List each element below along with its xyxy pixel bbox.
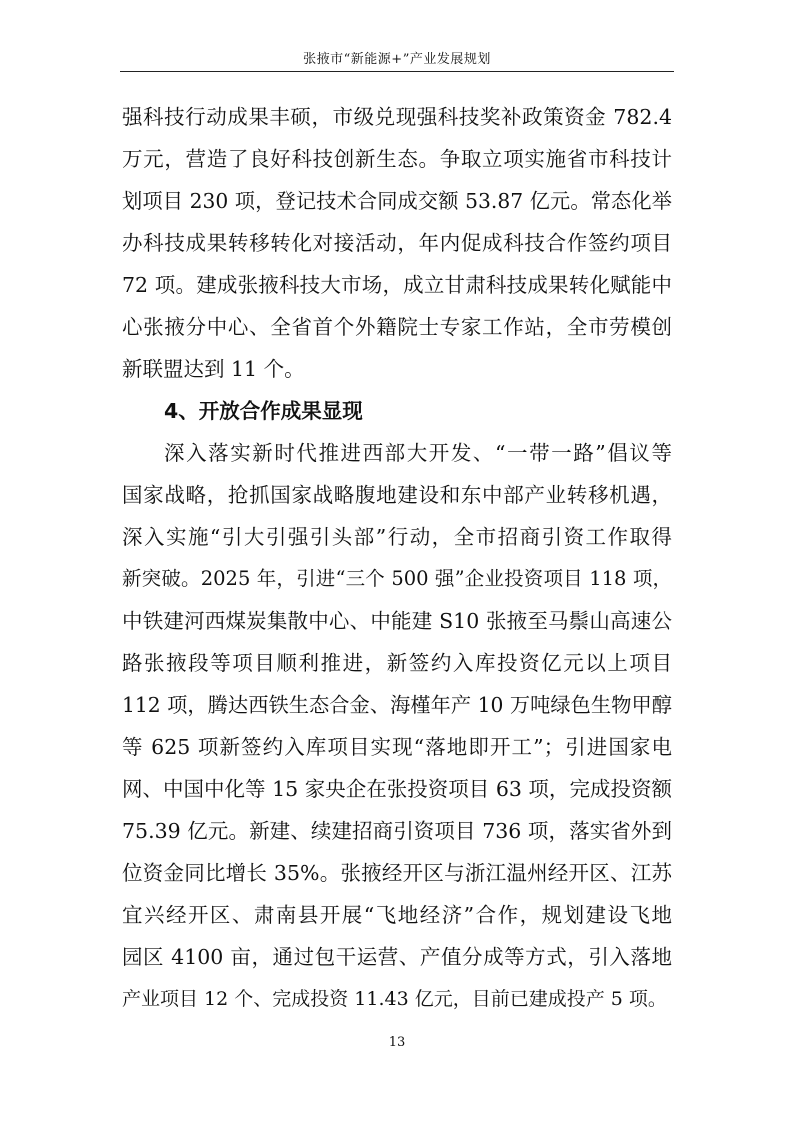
section-heading: 4、开放合作成果显现	[164, 399, 363, 423]
paragraph-line: 国家战略，抢抓国家战略腹地建设和东中部产业转移机遇，	[122, 483, 672, 507]
paragraph-line: 强科技行动成果丰硕，市级兑现强科技奖补政策资金 782.4	[122, 105, 672, 129]
paragraph-line: 网、中国中化等 15 家央企在张投资项目 63 项，完成投资额	[122, 777, 672, 801]
paragraph-line: 深入落实新时代推进西部大开发、“一带一路”倡议等	[164, 441, 672, 465]
paragraph-line: 新联盟达到 11 个。	[122, 357, 305, 381]
page-number: 13	[388, 1035, 406, 1050]
paragraph-line: 中铁建河西煤炭集散中心、中能建 S10 张掖至马鬃山高速公	[122, 609, 672, 633]
paragraph-line: 路张掖段等项目顺利推进，新签约入库投资亿元以上项目	[122, 651, 672, 675]
paragraph-line: 宜兴经开区、肃南县开展“飞地经济”合作，规划建设飞地	[122, 903, 672, 927]
paragraph-line: 园区 4100 亩，通过包干运营、产值分成等方式，引入落地	[122, 945, 672, 969]
paragraph-line: 75.39 亿元。新建、续建招商引资项目 736 项，落实省外到	[122, 819, 672, 843]
paragraph-line: 新突破。2025 年，引进“三个 500 强”企业投资项目 118 项，	[122, 567, 672, 590]
paragraph-line: 位资金同比增长 35%。张掖经开区与浙江温州经开区、江苏	[122, 861, 672, 885]
paragraph-line: 办科技成果转移转化对接活动，年内促成科技合作签约项目	[122, 231, 672, 255]
paragraph-line: 万元，营造了良好科技创新生态。争取立项实施省市科技计	[122, 147, 672, 171]
paragraph-line: 112 项，腾达西铁生态合金、海槿年产 10 万吨绿色生物甲醇	[122, 693, 672, 717]
paragraph-line: 划项目 230 项，登记技术合同成交额 53.87 亿元。常态化举	[122, 189, 672, 213]
paragraph-line: 72 项。建成张掖科技大市场，成立甘肃科技成果转化赋能中	[122, 273, 672, 297]
header-divider	[120, 71, 674, 72]
paragraph-line: 产业项目 12 个、完成投资 11.43 亿元，目前已建成投产 5 项。	[122, 988, 667, 1010]
running-header-title: 张掖市“新能源+”产业发展规划	[303, 52, 491, 67]
paragraph-line: 等 625 项新签约入库项目实现“落地即开工”；引进国家电	[122, 735, 672, 759]
paragraph-line: 心张掖分中心、全省首个外籍院士专家工作站，全市劳模创	[122, 315, 672, 339]
paragraph-line: 深入实施“引大引强引头部”行动，全市招商引资工作取得	[122, 525, 672, 549]
